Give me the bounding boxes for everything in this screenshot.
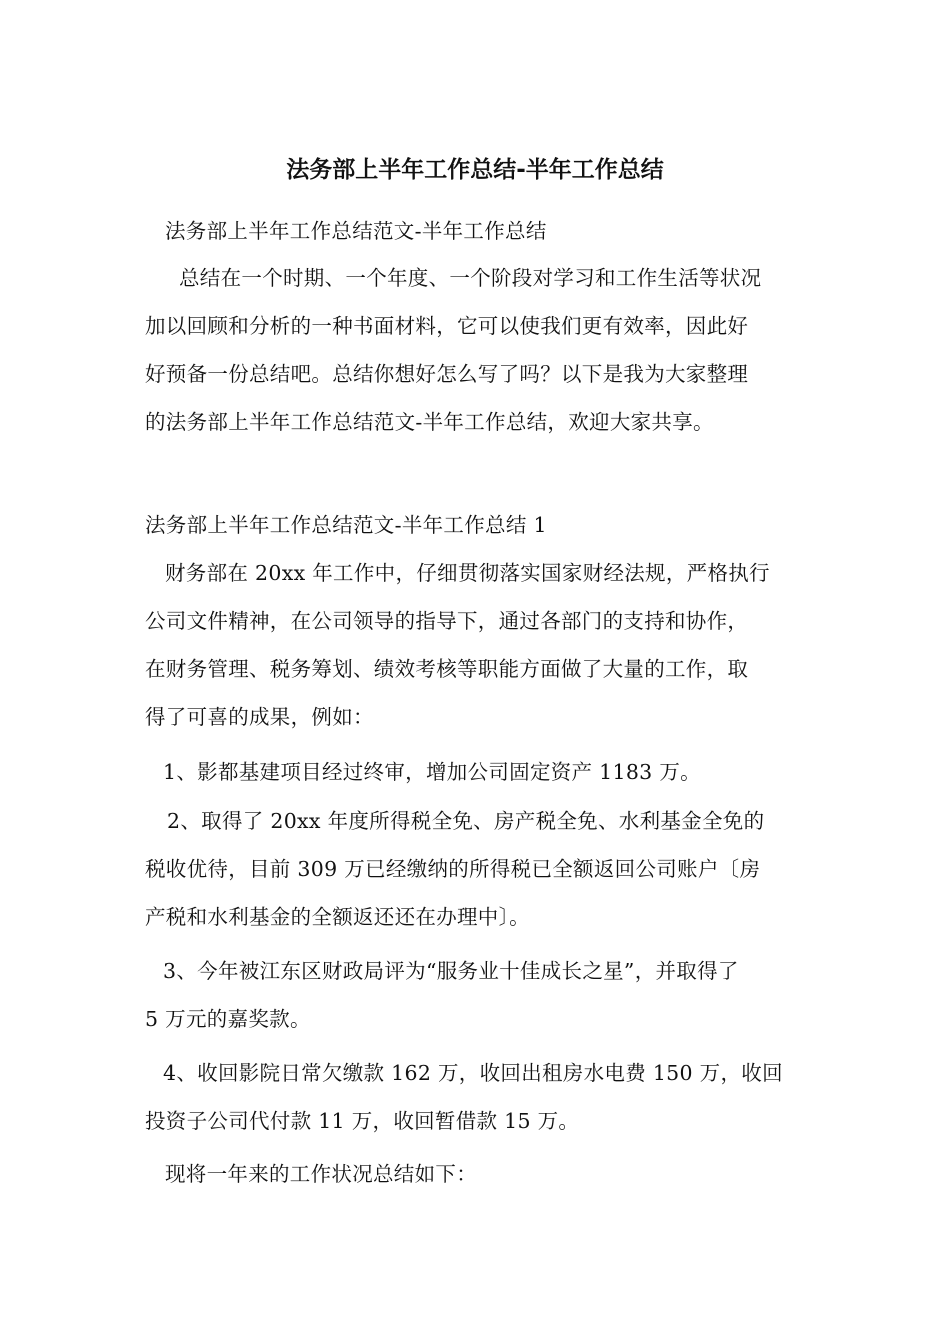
intro-line-4: 的法务部上半年工作总结范文-半年工作总结，欢迎大家共享。 <box>145 410 714 434</box>
document-subtitle: 法务部上半年工作总结范文-半年工作总结 <box>165 219 547 243</box>
intro-line-2: 加以回顾和分析的一种书面材料，它可以使我们更有效率，因此好 <box>145 314 749 338</box>
body-line-4: 得了可喜的成果，例如： <box>145 705 374 729</box>
body-line-2: 公司文件精神，在公司领导的指导下，通过各部门的支持和协作， <box>145 609 749 633</box>
list-item-2-line-2: 税收优待，目前 309 万已经缴纳的所得税已全额返回公司账户〔房 <box>145 857 761 881</box>
body-line-3: 在财务管理、税务筹划、绩效考核等职能方面做了大量的工作，取 <box>145 657 749 681</box>
list-item-4-line-2: 投资子公司代付款 11 万，收回暂借款 15 万。 <box>145 1109 580 1133</box>
intro-line-3: 好预备一份总结吧。总结你想好怎么写了吗？以下是我为大家整理 <box>145 362 749 386</box>
body-line-1: 财务部在 20xx 年工作中，仔细贯彻落实国家财经法规，严格执行 <box>165 561 770 585</box>
list-item-2-line-1: 2、取得了 20xx 年度所得税全免、房产税全免、水利基金全免的 <box>167 809 765 833</box>
list-item-3-line-2: 5 万元的嘉奖款。 <box>145 1007 311 1031</box>
list-item-2-line-3: 产税和水利基金的全额返还还在办理中〕。 <box>145 905 530 929</box>
list-item-4-line-1: 4、收回影院日常欠缴款 162 万，收回出租房水电费 150 万，收回 <box>163 1061 783 1085</box>
list-item-3-line-1: 3、今年被江东区财政局评为“服务业十佳成长之星”，并取得了 <box>163 959 739 983</box>
document-title: 法务部上半年工作总结-半年工作总结 <box>286 157 664 183</box>
intro-line-1: 总结在一个时期、一个年度、一个阶段对学习和工作生活等状况 <box>179 266 762 290</box>
section-heading: 法务部上半年工作总结范文-半年工作总结 1 <box>145 513 547 537</box>
closing-line: 现将一年来的工作状况总结如下： <box>165 1162 477 1186</box>
list-item-1: 1、影都基建项目经过终审，增加公司固定资产 1183 万。 <box>163 760 701 784</box>
